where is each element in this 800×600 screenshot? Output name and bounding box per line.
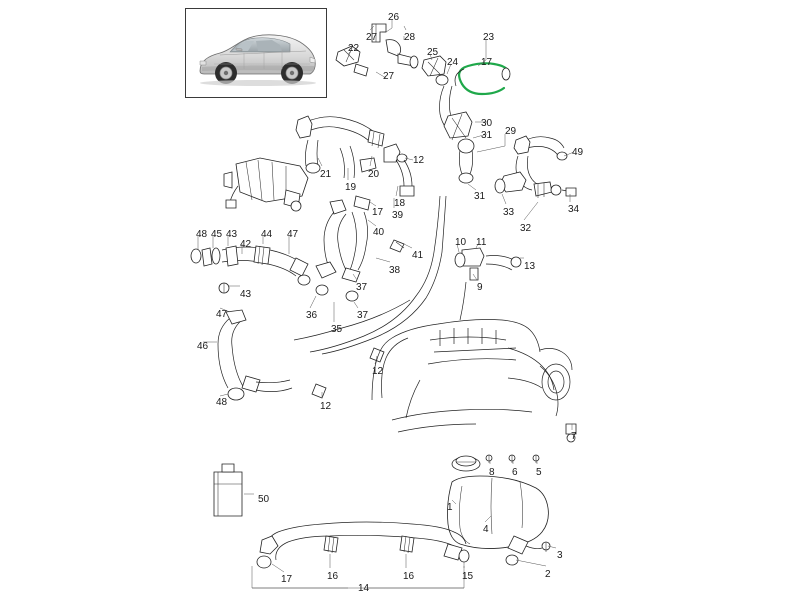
callout-32: 32: [520, 223, 532, 234]
callout-12-b: 12: [320, 401, 332, 412]
callout-18: 18: [394, 198, 406, 209]
callout-15: 15: [462, 571, 474, 582]
callout-27-b: 27: [383, 71, 395, 82]
callout-17-a: 17: [481, 57, 493, 68]
callout-10: 10: [455, 237, 467, 248]
callout-30: 30: [481, 118, 493, 129]
callout-6: 6: [512, 467, 518, 478]
callout-17-b: 17: [372, 207, 384, 218]
callout-47-a: 47: [287, 229, 299, 240]
callout-35: 35: [331, 324, 343, 335]
callout-33: 33: [503, 207, 515, 218]
callout-24: 24: [447, 57, 459, 68]
callout-23: 23: [483, 32, 495, 43]
callout-48-b: 48: [216, 397, 228, 408]
callout-31-a: 31: [481, 130, 493, 141]
callout-31-b: 31: [474, 191, 486, 202]
callout-36: 36: [306, 310, 318, 321]
callout-42: 42: [240, 239, 252, 250]
callout-16-b: 16: [403, 571, 415, 582]
callout-43-a: 43: [226, 229, 238, 240]
callout-11: 11: [476, 237, 487, 248]
callout-3: 3: [557, 550, 563, 561]
callout-41: 41: [412, 250, 424, 261]
callout-50: 50: [258, 494, 270, 505]
callout-1: 1: [447, 502, 453, 513]
left-hose-row: [191, 246, 310, 293]
callout-22: 22: [348, 43, 360, 54]
callout-44: 44: [261, 229, 273, 240]
washer-bottle-group: [214, 464, 242, 516]
callout-29: 29: [505, 126, 517, 137]
callout-48-a: 48: [196, 229, 208, 240]
callout-17-c: 17: [281, 574, 293, 585]
callout-37-a: 37: [356, 282, 368, 293]
callout-25: 25: [427, 47, 439, 58]
thermostat-housing-group: [224, 158, 308, 211]
callout-39: 39: [392, 210, 404, 221]
callout-26: 26: [388, 12, 400, 23]
callout-12-c: 12: [372, 366, 384, 377]
callout-27-a: 27: [366, 32, 378, 43]
callout-7: 7: [571, 431, 577, 442]
callout-37-b: 37: [357, 310, 369, 321]
callout-43-b: 43: [240, 289, 252, 300]
callout-13: 13: [524, 261, 536, 272]
engine-block-outline: [372, 320, 576, 443]
valve-group: [294, 196, 521, 398]
callout-46: 46: [197, 341, 209, 352]
callout-45: 45: [211, 229, 223, 240]
callout-12-a: 12: [413, 155, 425, 166]
callout-38: 38: [389, 265, 401, 276]
callout-20: 20: [368, 169, 380, 180]
lower-left-hose: [218, 310, 292, 400]
callout-28: 28: [404, 32, 416, 43]
right-bracket-group: [495, 136, 576, 198]
callout-47-b: 47: [216, 309, 228, 320]
callout-9: 9: [477, 282, 483, 293]
callout-34: 34: [568, 204, 580, 215]
callout-21: 21: [320, 169, 332, 180]
callout-40: 40: [373, 227, 385, 238]
callout-49: 49: [572, 147, 584, 158]
callout-4: 4: [483, 524, 489, 535]
expansion-tank-group: [448, 455, 551, 565]
callout-16-a: 16: [327, 571, 339, 582]
callout-14: 14: [358, 583, 370, 594]
callout-8: 8: [489, 467, 495, 478]
callout-5: 5: [536, 467, 542, 478]
callout-2: 2: [545, 569, 551, 580]
callout-19: 19: [345, 182, 357, 193]
